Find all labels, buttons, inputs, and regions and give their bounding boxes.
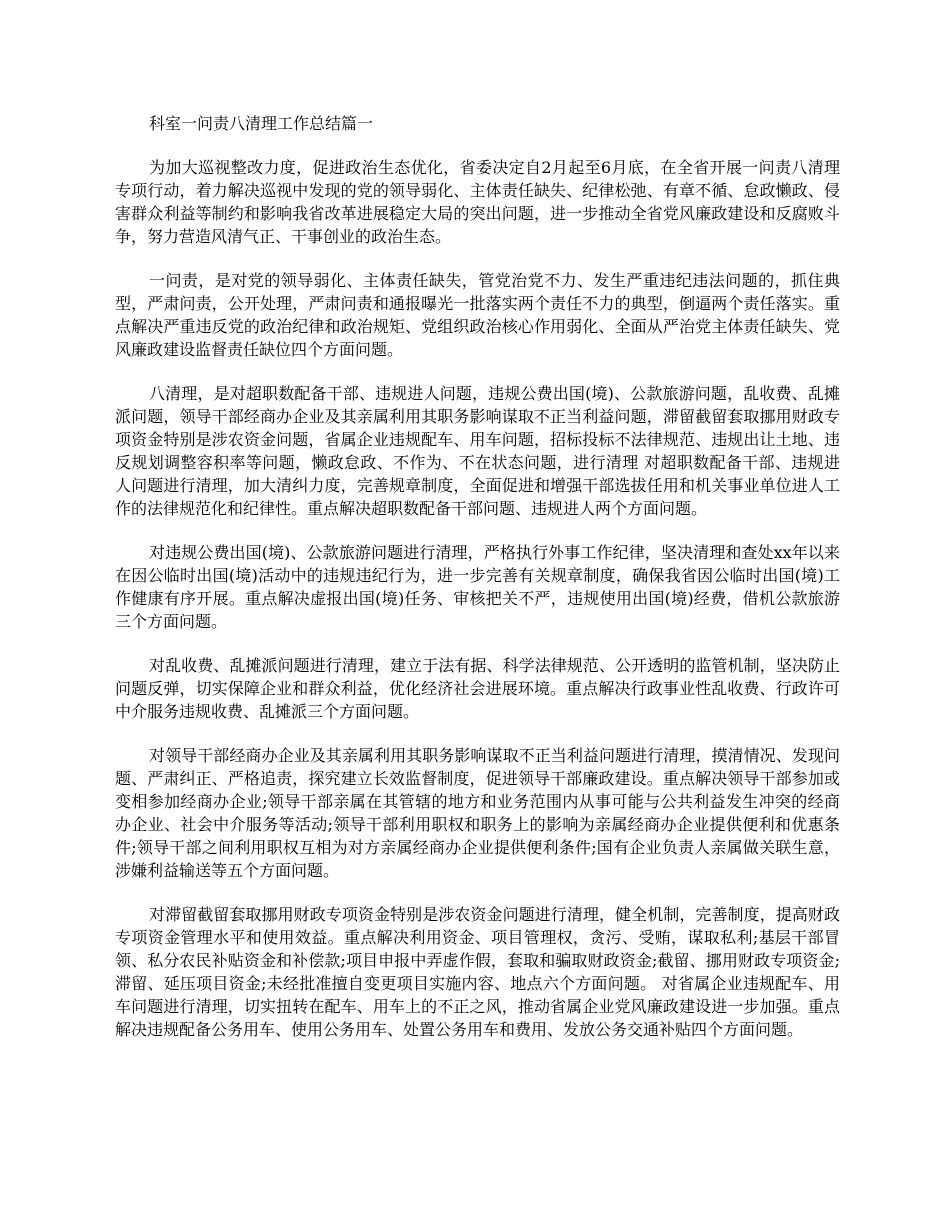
paragraph-cadre-business: 对领导干部经商办企业及其亲属利用其职务影响谋取不正当利益问题进行清理，摸清情况、发现问题、严肃纠正、严格追责，探究建立长效监督制度，促进领导干部廉政建设。重点解决领导干部参加或变相参加经商办企业;领导干部亲属在其管辖的地方和业务范围内从事可能与公共利益发生冲突的经商办企业、社会中介服务等活动;领导干部利用职权和职务上的影响为亲属经商办企业提供便利和优惠条件;领导干部之间利用职权互相为对方亲属经商办企业提供便利条件;国有企业负责人亲属做关联生意，涉嫌利益输送等五个方面问题。 xyxy=(115,746,840,880)
paragraph-arbitrary-fees: 对乱收费、乱摊派问题进行清理，建立于法有据、科学法律规范、公开透明的监管机制，坚决防止问题反弹，切实保障企业和群众利益，优化经济社会进展环境。重点解决行政事业性乱收费、行政许可中介服务违规收费、乱摊派三个方面问题。 xyxy=(115,656,840,721)
document-page xyxy=(115,112,840,1062)
document-title: 科室一问责八清理工作总结篇一 xyxy=(149,114,374,133)
paragraph-intro: 为加大巡视整改力度，促进政治生态优化，省委决定自2月起至6月底，在全省开展一问责八清理专项行动，着力解决巡视中发现的党的领导弱化、主体责任缺失、纪律松弛、有章不循、怠政懒政、侵害群众利益等制约和影响我省改革进展稳定大局的突出问题，进一步推动全省党风廉政建设和反腐败斗争，努力营造风清气正、干事创业的政治生态。 xyxy=(115,158,840,246)
paragraph-special-funds: 对滞留截留套取挪用财政专项资金特别是涉农资金问题进行清理，健全机制，完善制度，提高财政专项资金管理水平和使用效益。重点解决利用资金、项目管理权，贪污、受贿，谋取私利;基层干部冒领、私分农民补贴资金和补偿款;项目申报中弄虚作假，套取和骗取财政资金;截留、挪用财政专项资金;滞留、延压项目资金;未经批准擅自变更项目实施内容、地点六个方面问题。 对省属企业违规配车、用车问题进行清理，切实扭转在配车、用车上的不正之风，推动省属企业党风廉政建设进一步加强。重点解决违规配备公务用车、使用公务用车、处置公务用车和费用、发放公务交通补贴四个方面问题。 xyxy=(115,905,840,1039)
paragraph-overseas-travel: 对违规公费出国(境)、公款旅游问题进行清理，严格执行外事工作纪律，坚决清理和查处xx年以来在因公临时出国(境)活动中的违规违纪行为，进一步完善有关规章制度，确保我省因公临时出国(境)工作健康有序开展。重点解决虚报出国(境)任务、审核把关不严，违规使用出国(境)经费，借机公款旅游三个方面问题。 xyxy=(115,543,840,631)
paragraph-eight-cleanups: 八清理，是对超职数配备干部、违规进人问题，违规公费出国(境)、公款旅游问题，乱收费、乱摊派问题，领导干部经商办企业及其亲属利用其职务影响谋取不正当利益问题，滞留截留套取挪用财政专项资金特别是涉农资金问题，省属企业违规配车、用车问题，招标投标不法律规范、违规出让土地、违反规划调整容积率等问题，懒政怠政、不作为、不在状态问题，进行清理 对超职数配备干部、违规进人问题进行清理，加大清纠力度，完善规章制度，全面促进和增强干部选拔任用和机关事业单位进人工作的法律规范化和纪律性。重点解决超职数配备干部问题、违规进人两个方面问题。 xyxy=(115,384,840,518)
paragraph-one-accountability: 一问责，是对党的领导弱化、主体责任缺失，管党治党不力、发生严重违纪违法问题的，抓住典型，严肃问责，公开处理，严肃问责和通报曝光一批落实两个责任不力的典型，倒逼两个责任落实。重点解决严重违反党的政治纪律和政治规矩、党组织政治核心作用弱化、全面从严治党主体责任缺失、党风廉政建设监督责任缺位四个方面问题。 xyxy=(115,271,840,359)
